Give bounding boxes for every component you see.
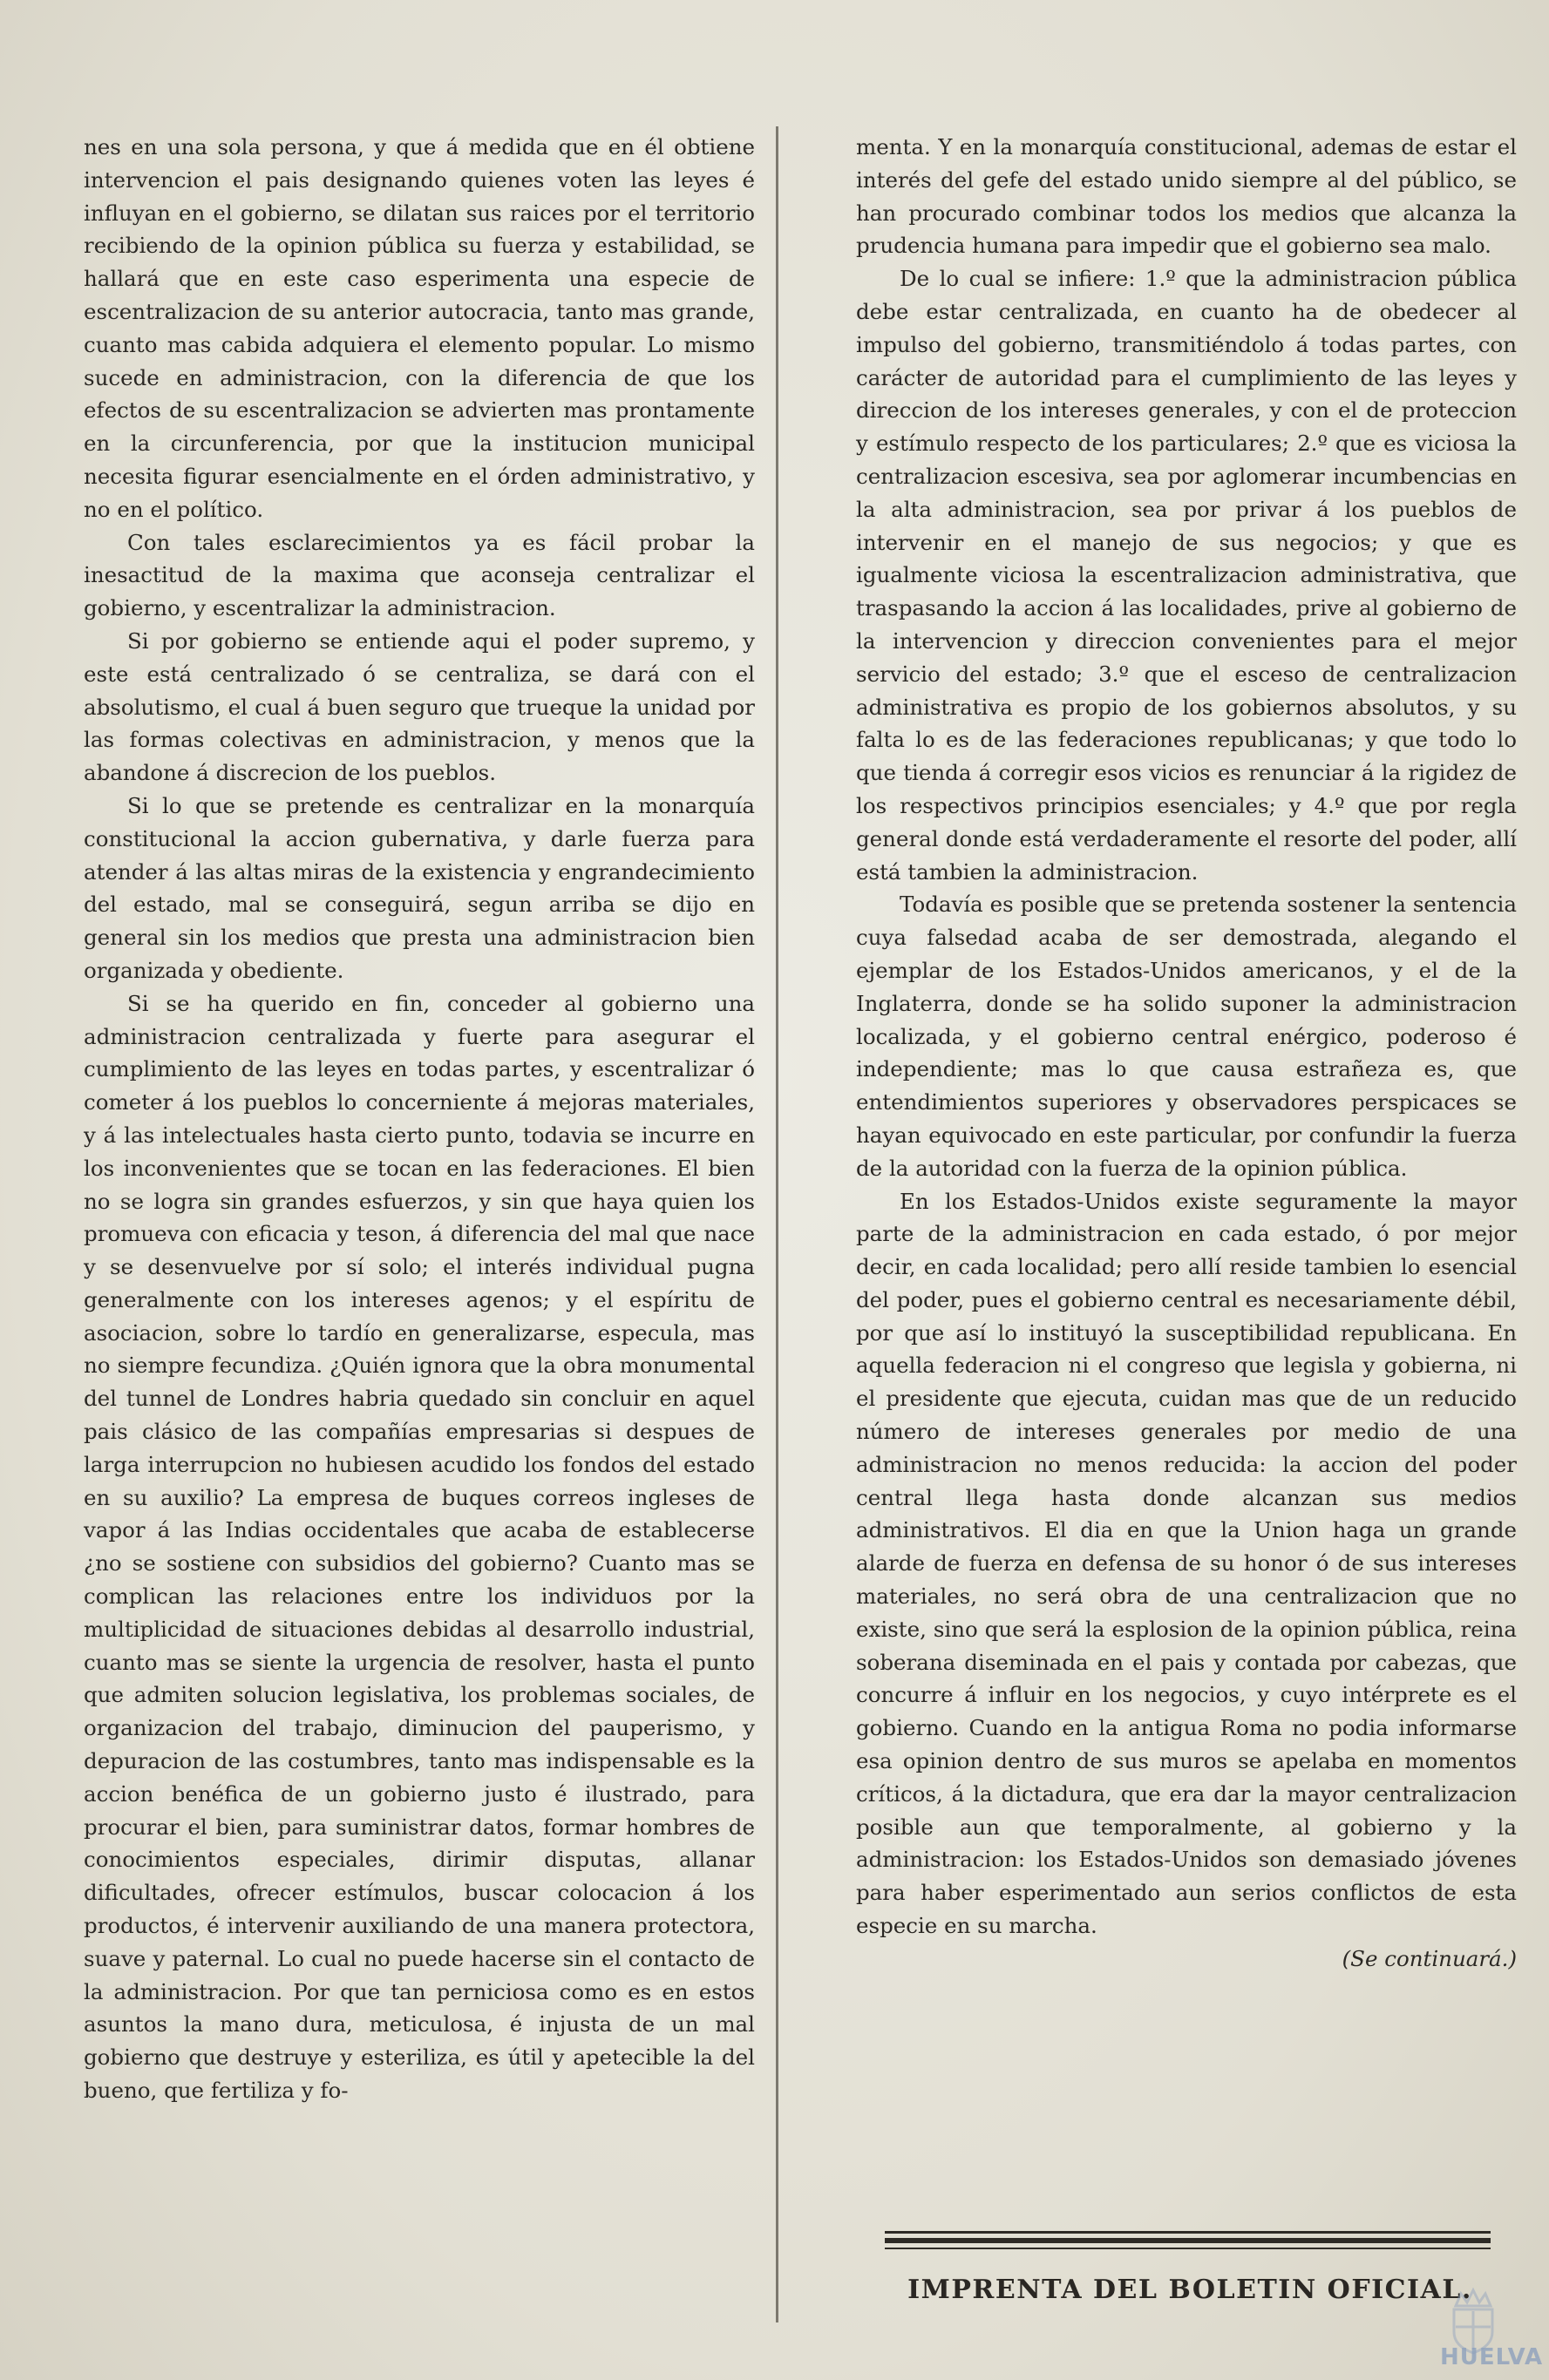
paragraph: nes en una sola persona, y que á medida que en él obtiene intervencion el pais designando quienes voten las leyes é influyan en el gobierno, se dilatan sus raices por el territorio recibiendo de la opinion pública su fuerza y estabilidad, se hallará que en este caso esperimenta una especie de escentralizacion de su anterior autocracia, tanto mas grande, cuanto mas cabida adquiera el elemento popular. Lo mismo sucede en administracion, con la diferencia de que los efectos de su escentralizacion se advierten mas prontamente en la circunferencia, por que la institucion municipal necesita figurar esencialmente en el órden administrativo, y no en el político. — [84, 134, 755, 522]
column-divider — [776, 126, 778, 2322]
paragraph: De lo cual se infiere: 1.º que la administracion pública debe estar centralizada, en cuanto ha de obedecer al impulso del gobierno, transmitiéndolo á todas partes, con carácter de autoridad para el cumplimiento de las leyes y direccion de los intereses generales, y con el de proteccion y estímulo respecto de los particulares; 2.º que es viciosa la centralizacion escesiva, sea por aglomerar incumbencias en la alta administracion, sea por privar á los pueblos de intervenir en el manejo de sus negocios; y que es igualmente viciosa la escentralizacion administrativa, que traspasando la accion á las localidades, prive al gobierno de la intervencion y direccion convenientes para el mejor servicio del estado; 3.º que el esceso de centralizacion administrativa es propio de los gobiernos absolutos, y su falta lo es de las federaciones republicanas; y que todo lo que tienda á corregir esos vicios es renunciar á la rigidez de los respectivos principios esenciales; y 4.º que por regla general donde está verdaderamente el resorte del poder, allí está tambien la administracion. — [856, 266, 1517, 885]
footer-rule — [885, 2238, 1491, 2243]
paragraph: En los Estados-Unidos existe seguramente la mayor parte de la administracion en cada estado, ó por mejor decir, en cada localidad; pero allí reside tambien lo esencial del poder, pues el gobierno central es necesariamente débil, por que así lo instituyó la susceptibilidad republicana. En aquella federacion ni el congreso que legisla y gobierna, ni el presidente que ejecuta, cuidan mas que de un reducido número de intereses generales por medio de una administracion no menos reducida: la accion del poder central llega hasta donde alcanzan sus medios administrativos. El dia en que la Union haga un grande alarde de fuerza en defensa de su honor ó de sus intereses materiales, no será obra de una centralizacion que no existe, sino que será la esplosion de la opinion pública, reina soberana diseminada en el pais y contada por cabezas, que concurre á influir en los negocios, y cuyo intérprete es el gobierno. Cuando en la antigua Roma no podia informarse esa opinion dentro de sus muros se apelaba en momentos críticos, á la dictadura, que era dar la mayor centralizacion posible aun que temporalmente, al gobierno y la administracion: los Estados-Unidos son demasiado jóvenes para haber esperimentado aun serios conflictos de esta especie en su marcha. — [856, 1188, 1517, 1939]
watermark-text: HUELVA — [1440, 2344, 1544, 2370]
left-column — [84, 131, 755, 2107]
paragraph: menta. Y en la monarquía constitucional, ademas de estar el interés del gefe del estado unido siempre al del público, se han procurado combinar todos los medios que alcanza la prudencia humana para impedir que el gobierno sea malo. — [856, 134, 1517, 259]
footer-rule — [885, 2248, 1491, 2249]
imprint-line: IMPRENTA DEL BOLETIN OFICIAL. — [907, 2275, 1472, 2305]
continued-note: (Se continuará.) — [1342, 1945, 1517, 1971]
right-column — [856, 131, 1517, 1976]
paragraph: Con tales esclarecimientos ya es fácil probar la inesactitud de la maxima que aconseja centralizar el gobierno, y escentralizar la administracion. — [84, 529, 755, 621]
footer-rule — [885, 2231, 1491, 2234]
paragraph: Si se ha querido en fin, conceder al gobierno una administracion centralizada y fuerte para asegurar el cumplimiento de las leyes en todas partes, y escentralizar ó cometer á los pueblos lo concerniente á mejoras materiales, y á las intelectuales hasta cierto punto, todavia se incurre en los inconvenientes que se tocan en las federaciones. El bien no se logra sin grandes esfuerzos, y sin que haya quien los promueva con eficacia y teson, á diferencia del mal que nace y se desenvuelve por sí solo; el interés individual pugna generalmente con los intereses agenos; y el espíritu de asociacion, sobre lo tardío en generalizarse, especula, mas no siempre fecundiza. ¿Quién ignora que la obra monumental del tunnel de Londres habria quedado sin concluir en aquel pais clásico de las compañías empresarias si despues de larga interrupcion no hubiesen acudido los fondos del estado en su auxilio? La empresa de buques correos ingleses de vapor á las Indias occidentales que acaba de establecerse ¿no se sostiene con subsidios del gobierno? Cuanto mas se complican las relaciones entre los individuos por la multiplicidad de situaciones debidas al desarrollo industrial, cuanto mas se siente la urgencia de resolver, hasta el punto que admiten solucion legislativa, los problemas sociales, de organizacion del trabajo, diminucion del pauperismo, y depuracion de las costumbres, tanto mas indispensable es la accion benéfica de un gobierno justo é ilustrado, para procurar el bien, para suministrar datos, formar hombres de conocimientos especiales, dirimir disputas, allanar dificultades, ofrecer estímulos, buscar colocacion á los productos, é intervenir auxiliando de una manera protectora, suave y paternal. Lo cual no puede hacerse sin el contacto de la administracion. Por que tan perniciosa como es en estos asuntos la mano dura, meticulosa, é injusta de un mal gobierno que destruye y esteriliza, es útil y apetecible la del bueno, que fertiliza y fo- — [84, 990, 755, 2104]
paragraph: Si lo que se pretende es centralizar en la monarquía constitucional la accion gubernativa, y darle fuerza para atender á las altas miras de la existencia y engrandecimiento del estado, mal se conseguirá, segun arriba se dijo en general sin los medios que presta una administracion bien organizada y obediente. — [84, 792, 755, 983]
paragraph: Todavía es posible que se pretenda sostener la sentencia cuya falsedad acaba de ser demostrada, alegando el ejemplar de los Estados-Unidos americanos, y el de la Inglaterra, donde se ha solido suponer la administracion localizada, y el gobierno central enérgico, poderoso é independiente; mas lo que causa estrañeza es, que entendimientos superiores y observadores perspicaces se hayan equivocado en este particular, por confundir la fuerza de la autoridad con la fuerza de la opinion pública. — [856, 892, 1517, 1181]
paragraph: Si por gobierno se entiende aqui el poder supremo, y este está centralizado ó se centraliza, se dará con el absolutismo, el cual á buen seguro que trueque la unidad por las formas colectivas en administracion, y menos que la abandone á discrecion de los pueblos. — [84, 627, 755, 786]
